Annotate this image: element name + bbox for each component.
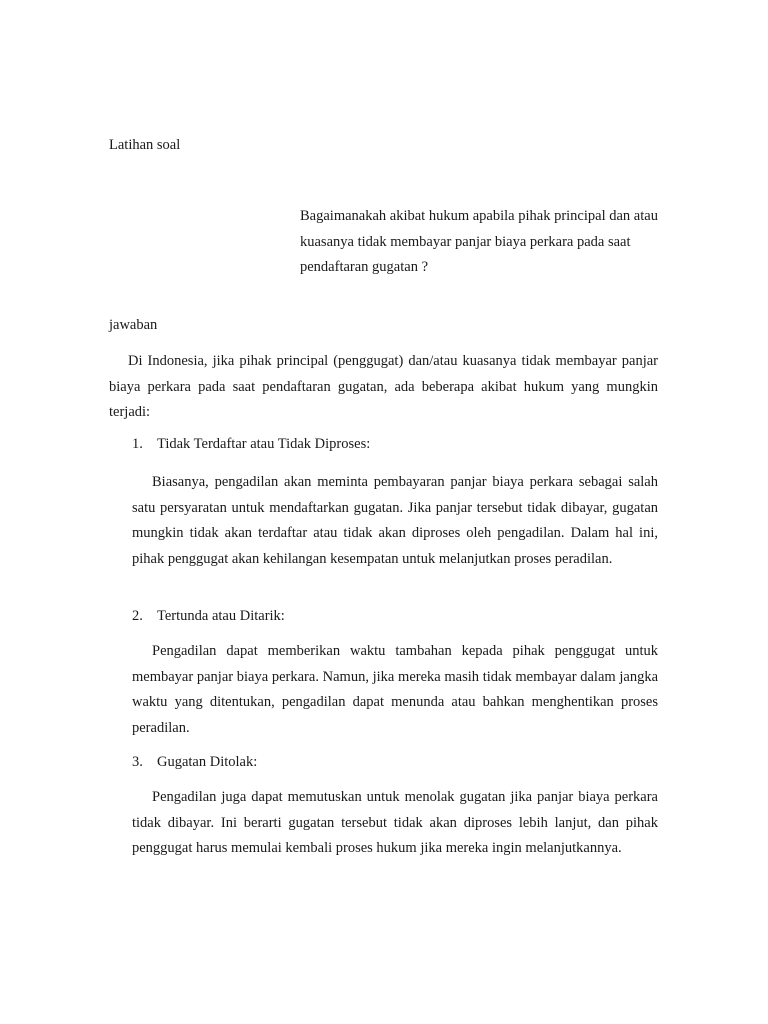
list-item-body: Pengadilan juga dapat memutuskan untuk menolak gugatan jika panjar biaya perkara tidak dibayar. Ini berarti gugatan tersebut tidak akan diproses lebih lanjut, dan pihak penggugat harus memulai kembali proses hukum jika mereka ingin melanjutkannya. <box>132 789 658 856</box>
question-text: Bagaimanakah akibat hukum apabila pihak principal dan atau kuasanya tidak membayar panjar biaya perkara pada saat pendaftaran gugatan ? <box>300 208 658 275</box>
list-item-number: 3. <box>132 754 143 770</box>
list-item-title: Tidak Terdaftar atau Tidak Diproses: <box>157 436 371 452</box>
list-item-title: Tertunda atau Ditarik: <box>157 608 285 624</box>
list-item-number: 1. <box>132 436 143 452</box>
list-item-title: Gugatan Ditolak: <box>157 754 258 770</box>
list-item-body: Pengadilan dapat memberikan waktu tambahan kepada pihak penggugat untuk membayar panjar biaya perkara. Namun, jika mereka masih tidak membayar dalam jangka waktu yang ditentukan, pengadilan dapat menunda atau bahkan menghentikan proses peradilan. <box>132 643 658 736</box>
list-item-heading <box>132 436 370 453</box>
list-item-number: 2. <box>132 608 143 624</box>
list-item-heading <box>132 608 285 625</box>
document-title: Latihan soal <box>109 137 181 153</box>
answer-intro: Di Indonesia, jika pihak principal (penggugat) dan/atau kuasanya tidak membayar panjar biaya perkara pada saat pendaftaran gugatan, ada beberapa akibat hukum yang mungkin terjadi: <box>109 353 658 420</box>
answer-label: jawaban <box>109 317 158 333</box>
list-item-heading <box>132 754 257 771</box>
list-item-body: Biasanya, pengadilan akan meminta pembayaran panjar biaya perkara sebagai salah satu persyaratan untuk mendaftarkan gugatan. Jika panjar tersebut tidak dibayar, gugatan mungkin tidak akan terdaftar atau tidak akan diproses oleh pengadilan. Dalam hal ini, pihak penggugat akan kehilangan kesempatan untuk melanjutkan proses peradilan. <box>132 474 658 567</box>
